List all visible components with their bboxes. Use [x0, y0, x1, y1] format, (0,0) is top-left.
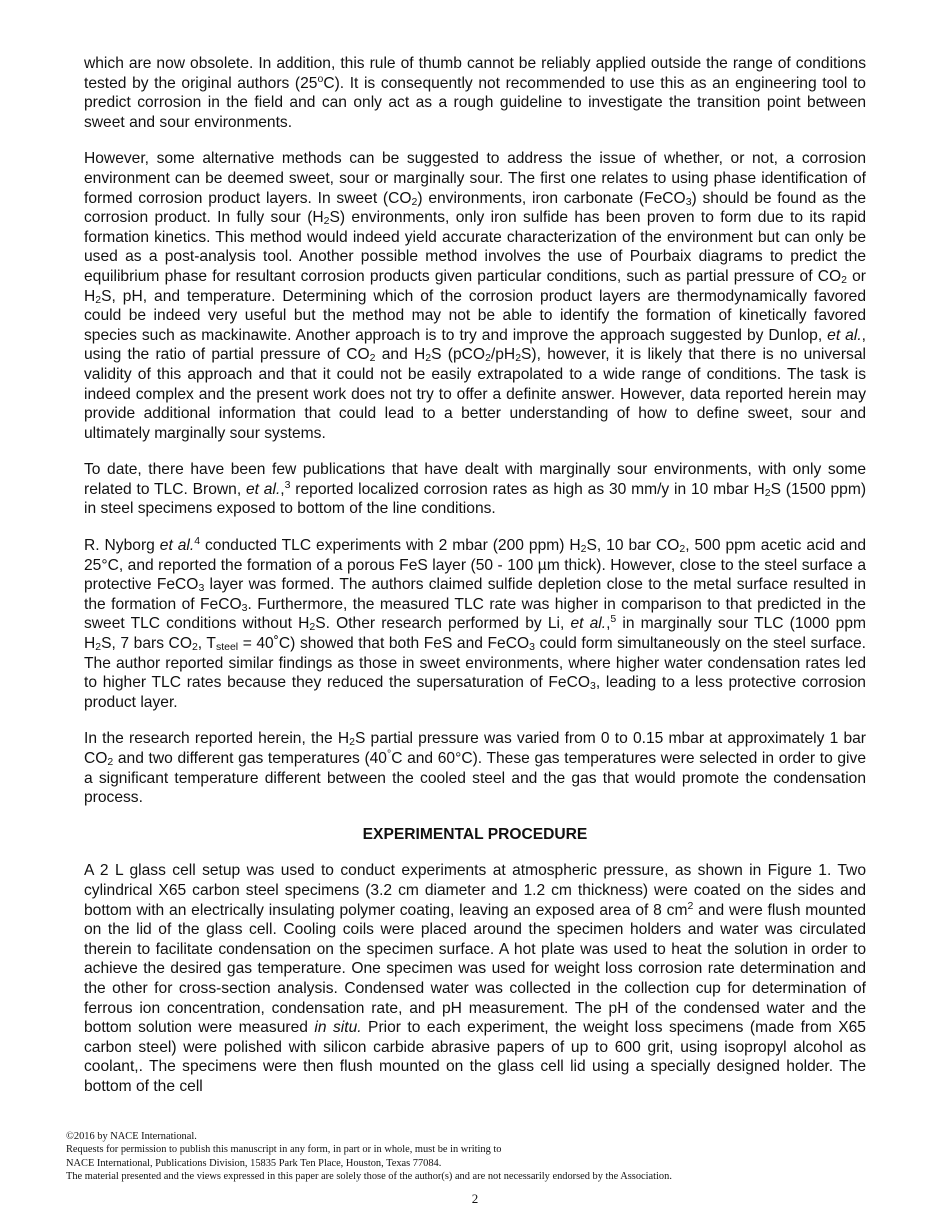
- text-segment: S. Other research performed by Li,: [315, 615, 571, 633]
- text-segment: 2: [764, 486, 771, 499]
- text-segment: 3: [241, 601, 248, 614]
- text-segment: ) environments, iron carbonate (FeCO: [417, 189, 686, 207]
- text-segment: In the research reported herein, the H: [84, 730, 350, 748]
- footer: [66, 1130, 866, 1183]
- text-segment: 2: [95, 293, 102, 306]
- paragraph-procedure: [84, 861, 866, 1096]
- text-segment: = 40˚C) showed that both FeS and FeCO: [238, 635, 530, 653]
- text-segment: ,: [280, 480, 285, 498]
- text-segment: et al.: [827, 326, 862, 344]
- text-segment: S partial pressure was varied from 0 to 0.15 mbar at approximately 1 bar CO: [84, 730, 866, 767]
- text-segment: which are now obsolete. In addition, this rule of thumb cannot be reliably applied outside the range of conditions tested by the original authors (25: [84, 55, 866, 92]
- section-heading: EXPERIMENTAL PROCEDURE: [362, 825, 588, 843]
- text-segment: or H: [84, 267, 867, 305]
- text-segment: C and 60°C). These gas temperatures were selected in order to give a significant temperature different between the cooled steel and the gas that would promote the condensation process.: [84, 750, 866, 807]
- text-segment: However, some alternative methods can be suggested to address the issue of whether, or not, a corrosion environment can be deemed sweet, sour or marginally sour. The first one relates to using phase identification of formed corrosion product layers. In sweet (CO: [84, 150, 866, 207]
- text-segment: reported localized corrosion rates as high as 30 mm/y in 10 mbar H: [290, 480, 765, 498]
- body-text: [84, 54, 866, 1114]
- text-segment: 2: [679, 543, 686, 556]
- text-segment: 3: [685, 195, 692, 208]
- text-segment: . Furthermore, the measured TLC rate was higher in comparison to that predicted in the sweet TLC conditions without H: [84, 595, 866, 633]
- text-segment: 4: [194, 535, 201, 548]
- text-segment: 3: [529, 641, 535, 654]
- footer-address: NACE International, Publications Division, 15835 Park Ten Place, Houston, Texas 77084.: [66, 1157, 442, 1169]
- text-segment: S) environments, only iron sulfide has been proven to form due to its rapid formation kinetics. This method would indeed yield accurate characterization of the environment but can only be used as a post-analysis tool. Another possible method involves the use of Pourbaix diagrams to predict the equilibrium phase for resultant corrosion products given particular conditions, such as partial pressure of CO: [84, 209, 866, 285]
- text-segment: , using the ratio of partial pressure of CO: [84, 326, 866, 364]
- text-segment: 2: [349, 736, 355, 749]
- text-segment: /pH: [490, 346, 516, 364]
- text-segment: 2: [309, 621, 316, 634]
- text-segment: 2: [411, 195, 418, 208]
- text-segment: S, 7 bars CO: [101, 635, 192, 653]
- paragraph-2: [84, 149, 866, 443]
- text-segment: 2: [369, 352, 376, 365]
- text-segment: 5: [610, 613, 617, 626]
- paragraph-4: [84, 536, 866, 712]
- text-segment: et al.: [245, 480, 281, 498]
- text-segment: 3: [284, 478, 291, 491]
- text-segment: S (pCO: [431, 346, 486, 364]
- footer-permissions: Requests for permission to publish this manuscript in any form, in part or in whole, must be in writing to: [66, 1144, 502, 1156]
- text-segment: 2: [95, 641, 102, 654]
- text-segment: and H: [375, 346, 426, 364]
- text-segment: 2: [191, 641, 198, 654]
- text-segment: layer was formed. The authors claimed sulfide depletion close to the metal surface resulted in the formation of FeCO: [84, 576, 866, 613]
- text-segment: 2: [107, 756, 114, 768]
- text-segment: S (1500 ppm) in steel specimens exposed to bottom of the line conditions.: [84, 480, 867, 518]
- text-segment: S, pH, and temperature. Determining which of the corrosion product layers are thermodynamically favored could be indeed very useful but the method may not be able to identify the formation of kinetically favored species such as mackinawite. Another approach is to try and improve the approach suggested by Dunlop,: [84, 287, 866, 344]
- text-segment: 3: [198, 582, 205, 595]
- text-segment: To date, there have been few publications that have dealt with marginally sour environments, with only some related to TLC. Brown,: [84, 461, 866, 498]
- text-segment: R. Nyborg: [84, 537, 160, 555]
- text-segment: S, 10 bar CO: [586, 537, 680, 555]
- text-segment: steel: [215, 641, 239, 654]
- text-segment: , T: [197, 635, 216, 653]
- text-segment: ,: [606, 615, 611, 633]
- text-segment: in marginally sour TLC (1000 ppm H: [84, 615, 866, 653]
- page-number: 2: [471, 1191, 479, 1206]
- paragraph-1: [84, 54, 866, 132]
- text-segment: and were flush mounted on the lid of the glass cell. Cooling coils were placed around the specimen holders and water was circulated therein to facilitate condensation on the specimen surface. A hot plate was used to heat the solution in order to achieve the desired gas temperature. One specimen was used for weight loss corrosion rate determination and the other for cross-section analysis. Condensed water was collected in the collection cup for determination of ferrous ion concentration, condensation rate, and pH measurement. The pH of the condensed water and the bottom solution were measured: [84, 901, 866, 1037]
- text-segment: 2: [687, 899, 694, 912]
- text-segment: 2: [425, 352, 432, 365]
- text-segment: A 2 L glass cell setup was used to conduct experiments at atmospheric pressure, as shown in Figure 1. Two cylindrical X65 carbon steel specimens (3.2 cm diameter and 1.2 cm thickness) were coated on the sides and bottom with an electrically insulating polymer coating, leaving an exposed area of 8 cm: [84, 862, 866, 919]
- text-segment: °: [386, 748, 392, 760]
- text-segment: , leading to a less protective corrosion product layer.: [84, 674, 866, 711]
- text-segment: et al.: [570, 615, 607, 633]
- text-segment: S), however, it is likely that there is no universal validity of this approach and that it could not be easily extrapolated to a wide range of conditions. The task is indeed complex and the present work does not try to offer a definite answer. However, data reported herein may provide additional information that could lead to a better understanding of how to define sweet, sour and ultimately marginally sour systems.: [84, 346, 866, 442]
- text-segment: 2: [323, 215, 330, 228]
- text-segment: in situ.: [314, 1019, 362, 1037]
- text-segment: C). It is consequently not recommended to use this as an engineering tool to predict corrosion in the field and can only act as a rough guideline to investigate the transition point between sweet and sour environments.: [84, 74, 866, 131]
- text-segment: 3: [590, 680, 596, 693]
- text-segment: 2: [515, 352, 522, 365]
- footer-disclaimer: The material presented and the views expressed in this paper are solely those of the author(s) and are not necessarily endorsed by the Association.: [66, 1170, 672, 1182]
- text-segment: o: [317, 72, 324, 85]
- text-segment: could form simultaneously on the steel surface. The author reported similar findings as those in sweet environments, where higher water condensation rates led to higher TLC rates because they reduced the supersaturation of FeCO: [84, 635, 866, 692]
- text-segment: 2: [841, 273, 847, 286]
- text-segment: et al.: [159, 537, 195, 555]
- text-segment: 2: [580, 543, 587, 556]
- text-segment: and two different gas temperatures (40: [113, 750, 387, 767]
- text-segment: ) should be found as the corrosion product. In fully sour (H: [84, 189, 866, 227]
- paragraph-3: [84, 460, 866, 519]
- text-segment: Prior to each experiment, the weight loss specimens (made from X65 carbon steel) were polished with silicon carbide abrasive papers of up to 600 grit, using isopropyl alcohol as coolant,. The specimens were then flush mounted on the glass cell lid using a specially designed holder. The bottom of the cell: [84, 1019, 866, 1095]
- footer-copyright: ©2016 by NACE International.: [66, 1131, 197, 1142]
- text-segment: , 500 ppm acetic acid and 25°C, and reported the formation of a porous FeS layer (50 - 100 µm thick). However, close to the steel surface a protective FeCO: [84, 537, 867, 594]
- paragraph-5: [84, 729, 866, 807]
- text-segment: conducted TLC experiments with 2 mbar (200 ppm) H: [200, 537, 581, 555]
- text-segment: 2: [485, 352, 491, 365]
